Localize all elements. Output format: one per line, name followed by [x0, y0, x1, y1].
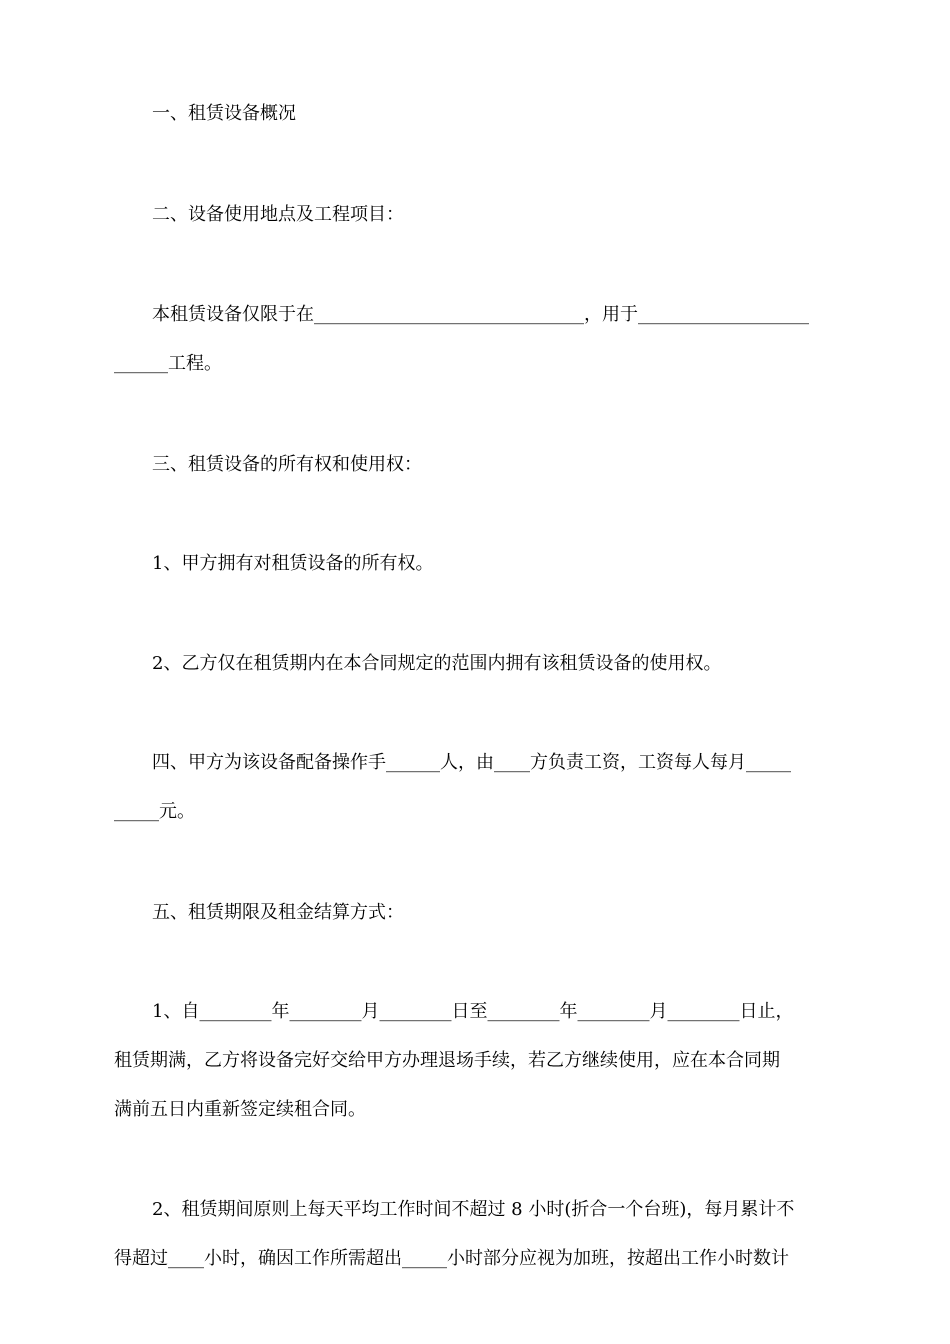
paragraph-term-line-2: 租赁期满，乙方将设备完好交给甲方办理退场手续，若乙方继续使用，应在本合同期: [114, 1050, 780, 1071]
section-heading-lease-term: 五、租赁期限及租金结算方式：: [152, 902, 404, 923]
paragraph-hours-line-2: 得超过____小时，确因工作所需超出_____小时部分应视为加班，按超出工作小时数计: [114, 1248, 789, 1269]
paragraph-location-line-1: 本租赁设备仅限于在______________________________，用于___________________: [152, 304, 809, 325]
paragraph-ownership-2: 2、乙方仅在租赁期内在本合同规定的范围内拥有该租赁设备的使用权。: [152, 653, 722, 674]
paragraph-term-line-1: 1、自________年________月________日至________年________月________日止，: [152, 1001, 794, 1022]
section-operator-line-1: 四、甲方为该设备配备操作手______人，由____方负责工资，工资每人每月_____: [152, 752, 791, 773]
section-heading-location-project: 二、设备使用地点及工程项目：: [152, 204, 404, 225]
section-heading-equipment-overview: 一、租赁设备概况: [152, 103, 296, 124]
section-operator-line-2: _____元。: [114, 801, 195, 822]
section-heading-ownership: 三、租赁设备的所有权和使用权：: [152, 454, 422, 475]
paragraph-location-line-2: ______工程。: [114, 353, 222, 374]
paragraph-hours-line-1: 2、租赁期间原则上每天平均工作时间不超过 8 小时(折合一个台班)，每月累计不: [152, 1199, 795, 1220]
paragraph-ownership-1: 1、甲方拥有对租赁设备的所有权。: [152, 553, 434, 574]
paragraph-term-line-3: 满前五日内重新签定续租合同。: [114, 1099, 366, 1120]
